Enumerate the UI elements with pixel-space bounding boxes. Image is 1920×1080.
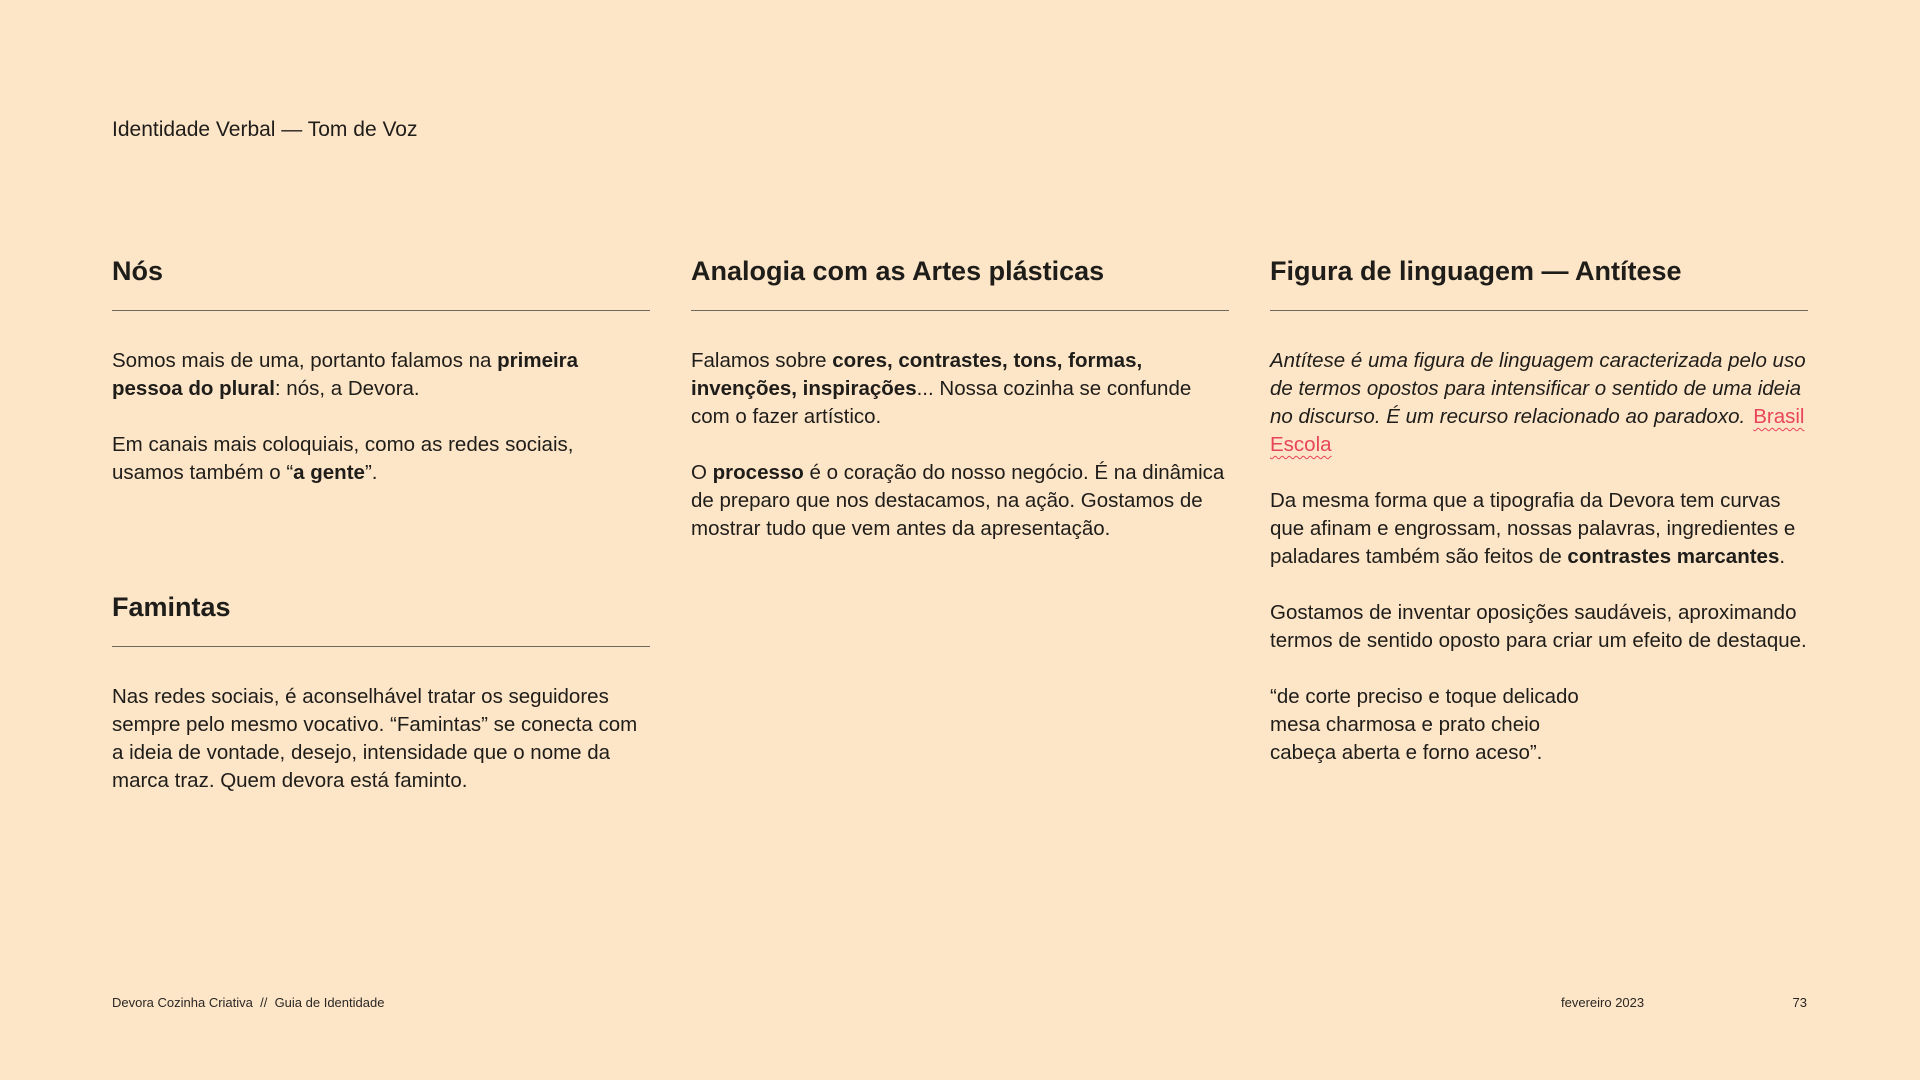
section-analogia: [691, 254, 1229, 571]
bold-text: a gente: [293, 461, 365, 484]
section-heading: Nós: [112, 256, 164, 286]
section-heading: Famintas: [112, 592, 231, 622]
text: Somos mais de uma, portanto falamos na: [112, 349, 498, 372]
page-header-title: Identidade Verbal — Tom de Voz: [112, 118, 418, 141]
footer-brand: Devora Cozinha Criativa // Guia de Identidade: [112, 995, 385, 1010]
text: Em canais mais coloquiais, como as redes sociais, usamos também o “: [112, 433, 574, 484]
paragraph: [691, 347, 1229, 431]
quote-line: mesa charmosa e prato cheio: [1270, 713, 1541, 736]
text: Falamos sobre: [691, 349, 833, 372]
paragraph: [112, 431, 650, 487]
divider: [691, 310, 1229, 311]
text: Da mesma forma que a tipografia da Devora tem curvas que afinam e engrossam, nossas palavras, ingredientes e paladares também são feitos de: [1270, 489, 1796, 568]
paragraph: Gostamos de inventar oposições saudáveis, aproximando termos de sentido oposto para criar um efeito de destaque.: [1270, 601, 1807, 652]
brasil-escola-link[interactable]: Brasil Escola: [1270, 405, 1805, 456]
divider: [112, 646, 650, 647]
paragraph: [1270, 487, 1808, 571]
bold-text: processo: [712, 461, 804, 484]
text: ... Nossa cozinha se confunde com o fazer artístico.: [691, 377, 1192, 428]
quote: [1270, 683, 1808, 767]
text: ”.: [364, 461, 378, 484]
quote-line: cabeça aberta e forno aceso”.: [1270, 741, 1543, 764]
italic-definition: Antítese é uma figura de linguagem caracterizada pelo uso de termos opostos para intensificar o sentido de uma ideia no discurso. É um recurso relacionado ao paradoxo.: [1270, 349, 1806, 428]
page-number: 73: [1792, 995, 1807, 1010]
divider: [1270, 310, 1808, 311]
section-heading: Figura de linguagem — Antítese: [1270, 256, 1682, 286]
paragraph: [1270, 347, 1808, 459]
divider: [112, 310, 650, 311]
section-heading: Analogia com as Artes plásticas: [691, 256, 1105, 286]
paragraph: [112, 347, 650, 403]
paragraph: [691, 459, 1229, 543]
text: O: [691, 461, 713, 484]
quote-line: “de corte preciso e toque delicado: [1270, 685, 1579, 708]
section-nos: [112, 254, 650, 515]
section-antitese: [1270, 254, 1808, 795]
text: é o coração do nosso negócio. É na dinâmica de preparo que nos destacamos, na ação. Gostamos de mostrar tudo que vem antes da apresentação.: [691, 461, 1225, 540]
text: .: [1779, 545, 1786, 568]
bold-text: contrastes marcantes: [1567, 545, 1780, 568]
section-famintas: [112, 590, 650, 823]
bold-text: primeira pessoa do plural: [112, 349, 579, 400]
footer-date: fevereiro 2023: [1561, 995, 1645, 1010]
paragraph: Nas redes sociais, é aconselhável tratar os seguidores sempre pelo mesmo vocativo. “Famintas” se conecta com a ideia de vontade, desejo, intensidade que o nome da marca traz. Quem devora está faminto.: [112, 685, 638, 792]
text: : nós, a Devora.: [274, 377, 420, 400]
bold-text: cores, contrastes, tons, formas, invenções, inspirações: [691, 349, 1143, 400]
